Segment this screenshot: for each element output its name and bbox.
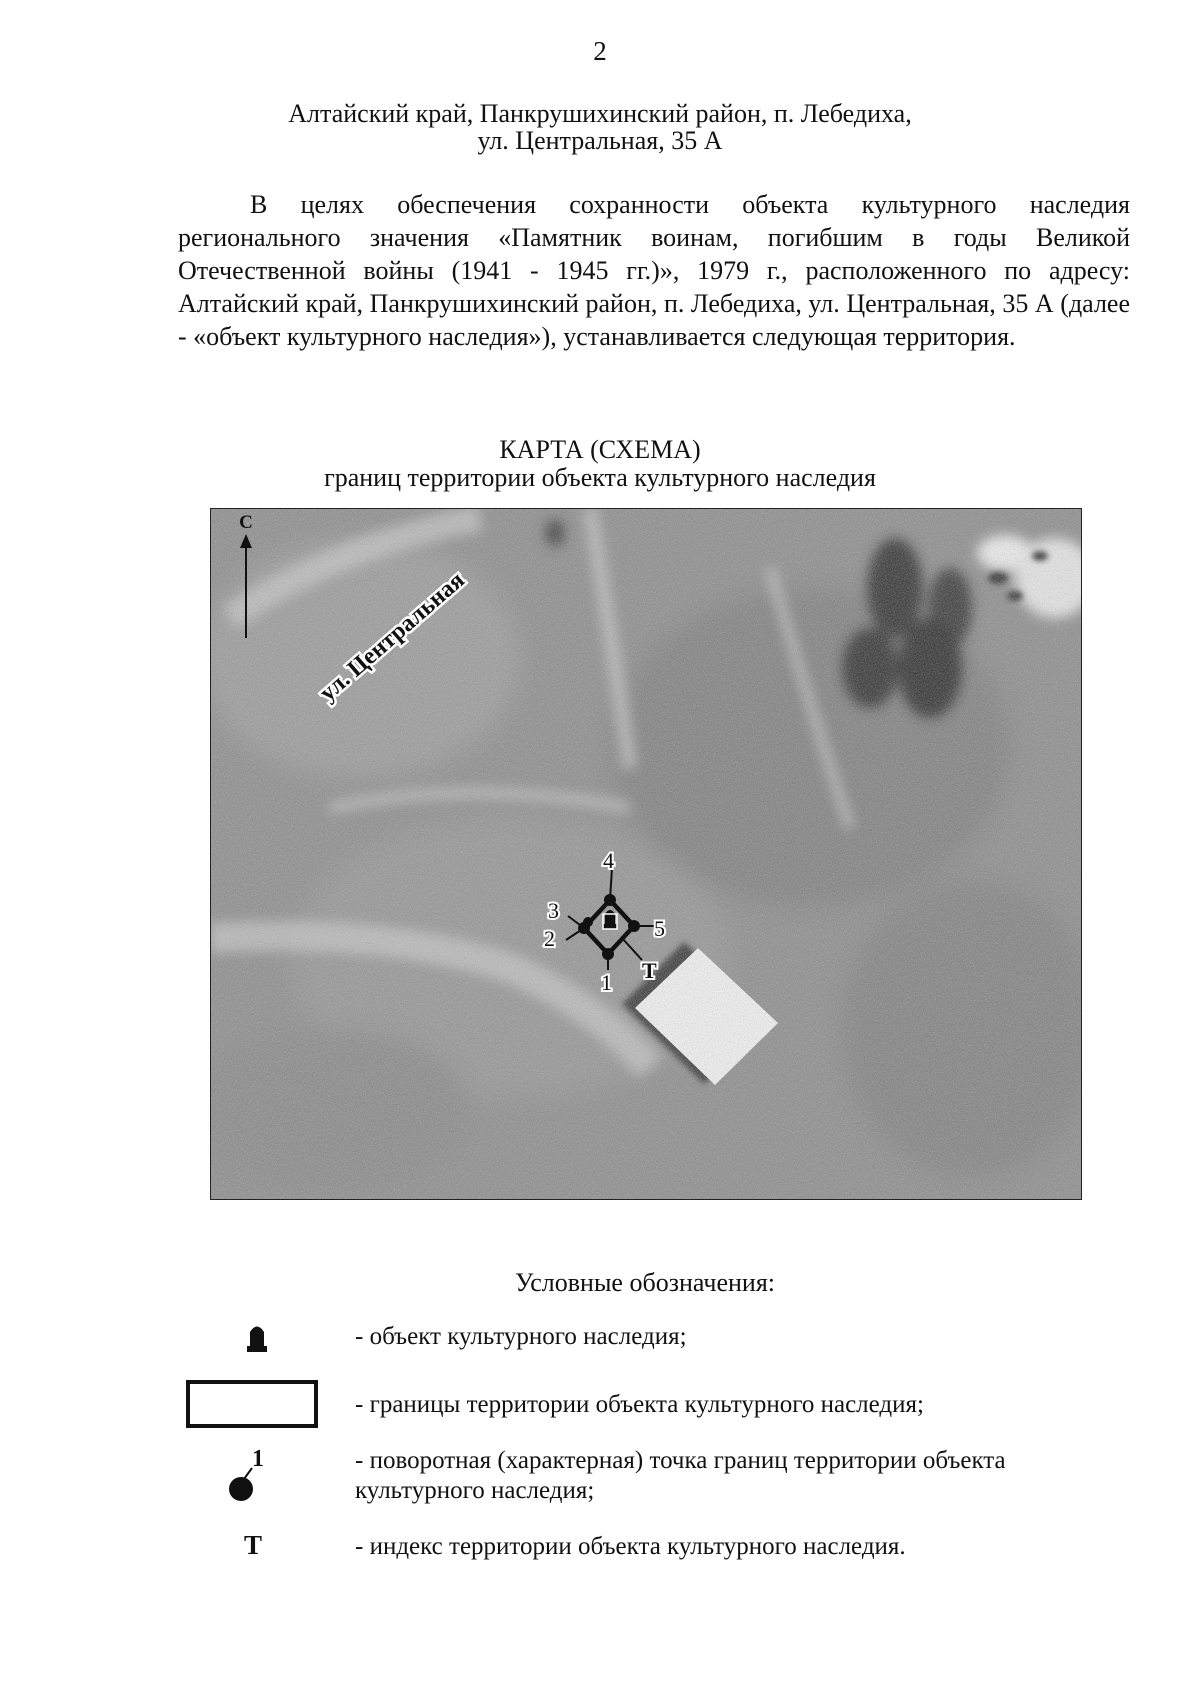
address-line-1: Алтайский край, Панкрушихинский район, п. Лебедиха, (288, 99, 912, 128)
legend-item-boundary (0, 1378, 1200, 1434)
street-label: ул. Центральная (314, 567, 470, 707)
point-4-marker (604, 894, 616, 906)
turning-point-symbol: 1 (252, 1446, 264, 1472)
address-header (0, 100, 1200, 154)
monument-icon (244, 1322, 270, 1354)
legend-item-territory-index (0, 1530, 1200, 1570)
address-line-2: ул. Центральная, 35 А (477, 126, 723, 155)
point-label-1: 1 (601, 970, 612, 995)
satellite-map (210, 508, 1082, 1200)
legend-text-monument: - объект культурного наследия; (355, 1323, 687, 1350)
legend-text-territory-index: - индекс территории объекта культурного наследия. (355, 1533, 906, 1560)
page-number: 2 (593, 36, 607, 66)
legend-text-boundary: - границы территории объекта культурного наследия; (355, 1391, 924, 1418)
territory-index-icon: Т (244, 1530, 263, 1560)
point-1-marker (602, 948, 614, 960)
map-heading (0, 436, 1200, 492)
north-label: С (239, 512, 253, 533)
point-label-5: 5 (654, 916, 665, 941)
territory-index-label: Т (642, 958, 657, 983)
map-title: КАРТА (СХЕМА) (499, 435, 701, 464)
intro-text: В целях обеспечения сохранности объекта культурного наследия регионального значения «Памятник воинам, погибшим в годы Великой Отечественной войны (1941 - 1945 гг.)», 1979 г., расположенного по адресу: Алтайский край, Панкрушихинский район, п. Лебедиха, ул. Центральная, 35 А (далее - «объект культурного наследия»), устанавливается следующая территория. (178, 190, 1130, 351)
point-label-3: 3 (548, 898, 559, 923)
boundary-rectangle-icon (186, 1380, 318, 1428)
legend-item-monument (0, 1318, 1200, 1362)
map-subtitle: границ территории объекта культурного наследия (324, 463, 876, 492)
legend-text-turning-point: - поворотная (характерная) точка границ территории объекта культурного наследия; (355, 1447, 1006, 1504)
legend-item-turning-point (0, 1446, 1200, 1514)
legend-title: Условные обозначения: (514, 1268, 776, 1297)
point-3-marker (583, 917, 593, 927)
map-grain (210, 508, 1082, 1200)
point-label-2: 2 (544, 926, 555, 951)
turning-point-icon (226, 1446, 266, 1510)
point-label-4: 4 (603, 848, 614, 873)
intro-paragraph (178, 188, 1130, 353)
point-5-marker (628, 920, 640, 932)
